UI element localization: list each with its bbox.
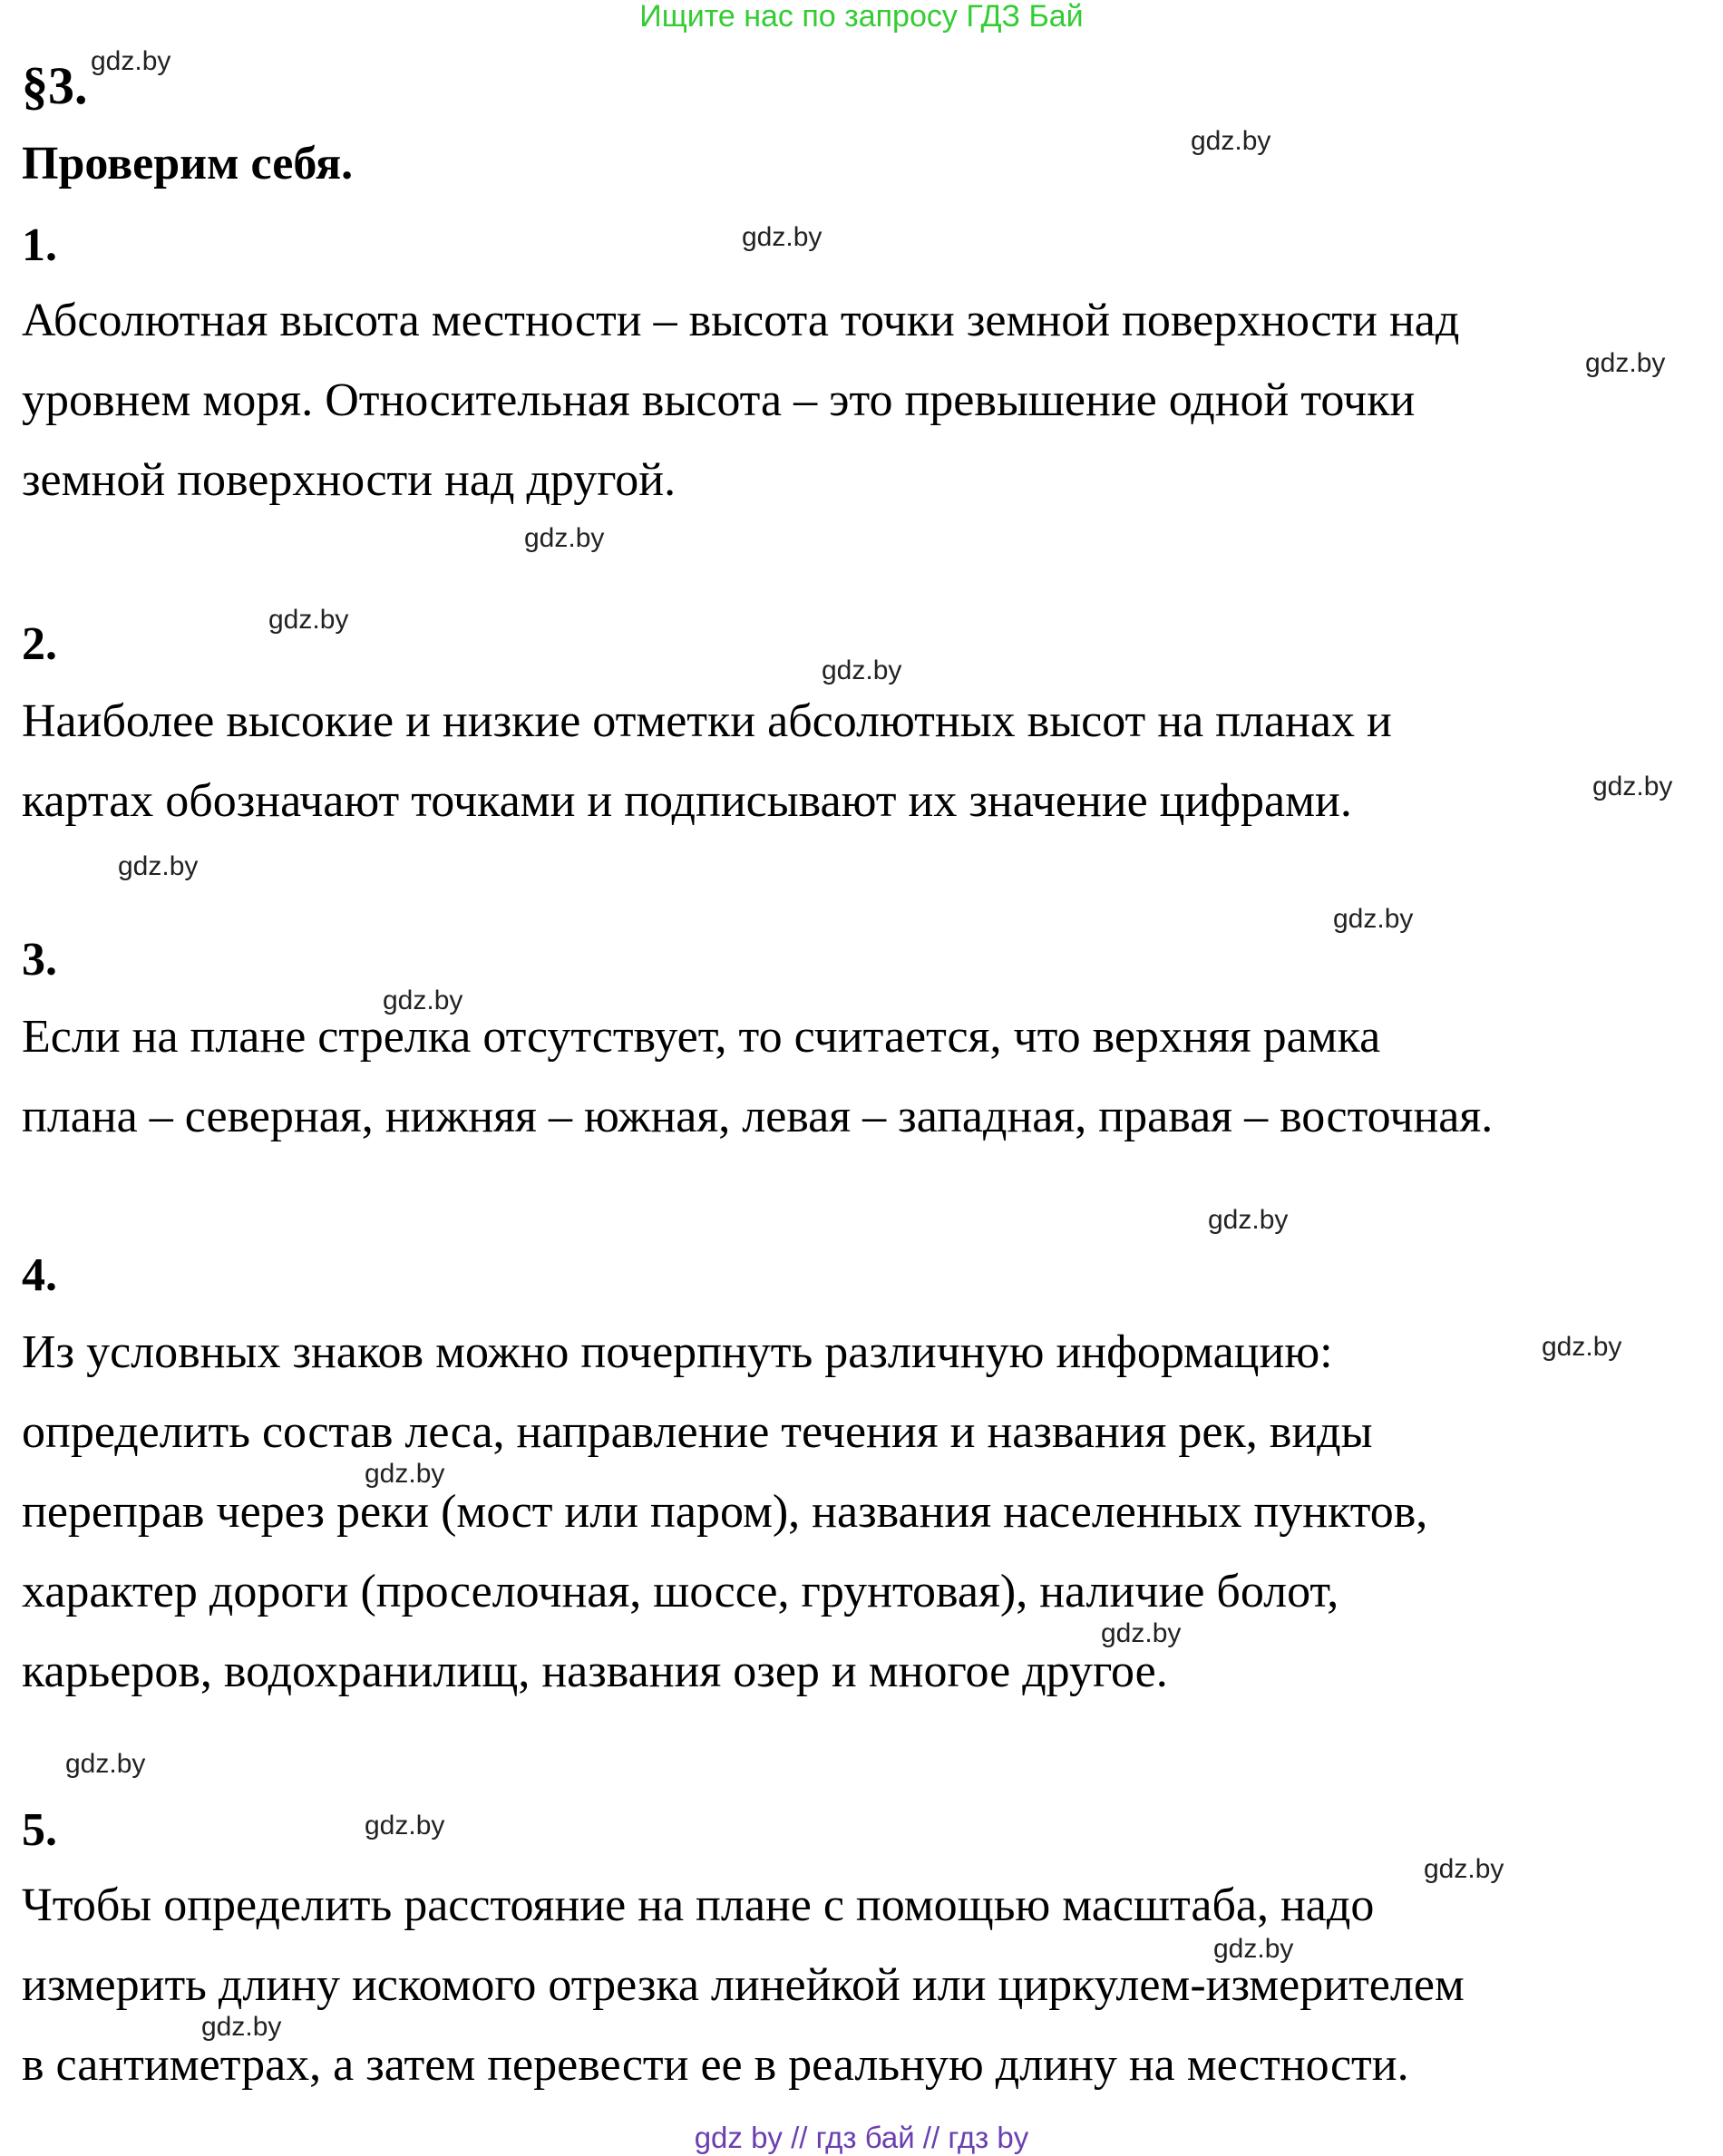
watermark: gdz.by	[1101, 1618, 1182, 1648]
answer-line: измерить длину искомого отрезка линейкой или циркулем-измерителем	[22, 1959, 1465, 2011]
question-4-answer	[22, 1313, 1427, 1712]
section-heading: Проверим себя.	[22, 138, 354, 189]
top-search-banner: Ищите нас по запросу ГДЗ Бай	[639, 0, 1084, 34]
answer-line: карьеров, водохранилищ, названия озер и многое другое.	[22, 1646, 1168, 1697]
question-4-number: 4.	[22, 1249, 57, 1301]
question-2-answer	[22, 682, 1392, 841]
answer-line: в сантиметрах, а затем перевести ее в реальную длину на местности.	[22, 2039, 1409, 2091]
watermark: gdz.by	[268, 605, 349, 635]
answer-line: Наиболее высокие и низкие отметки абсолютных высот на планах и	[22, 695, 1392, 747]
watermark: gdz.by	[524, 523, 605, 553]
watermark: gdz.by	[383, 986, 463, 1015]
watermark: gdz.by	[65, 1749, 146, 1779]
watermark: gdz.by	[365, 1811, 445, 1840]
footer-links: gdz by // гдз бай // гдз by	[694, 2121, 1029, 2154]
watermark: gdz.by	[1213, 1934, 1294, 1964]
answer-line: плана – северная, нижняя – южная, левая – западная, правая – восточная.	[22, 1091, 1494, 1142]
answer-line: определить состав леса, направление течения и названия рек, виды	[22, 1406, 1373, 1458]
watermark: gdz.by	[822, 656, 902, 685]
watermark: gdz.by	[365, 1459, 445, 1489]
answer-line: картах обозначают точками и подписывают их значение цифрами.	[22, 775, 1352, 827]
question-3-number: 3.	[22, 934, 57, 986]
watermark: gdz.by	[91, 46, 171, 76]
watermark: gdz.by	[201, 2012, 282, 2042]
watermark: gdz.by	[1208, 1205, 1289, 1235]
answer-line: уровнем моря. Относительная высота – это превышение одной точки	[22, 374, 1416, 426]
question-5-number: 5.	[22, 1804, 57, 1856]
watermark: gdz.by	[1333, 904, 1414, 934]
watermark: gdz.by	[1542, 1332, 1622, 1362]
question-1-number: 1.	[22, 219, 57, 271]
answer-line: характер дороги (проселочная, шоссе, грунтовая), наличие болот,	[22, 1566, 1339, 1617]
section-number: §3.	[22, 56, 88, 115]
answer-line: переправ через реки (мост или паром), названия населенных пунктов,	[22, 1486, 1428, 1538]
watermark: gdz.by	[1424, 1854, 1504, 1884]
question-1-answer	[22, 281, 1459, 520]
answer-line: Если на плане стрелка отсутствует, то считается, что верхняя рамка	[22, 1011, 1381, 1063]
watermark: gdz.by	[742, 222, 823, 252]
answer-line: Абсолютная высота местности – высота точки земной поверхности над	[22, 295, 1460, 346]
watermark: gdz.by	[1585, 348, 1666, 378]
question-5-answer	[22, 1866, 1465, 2105]
answer-line: Чтобы определить расстояние на плане с помощью масштаба, надо	[22, 1879, 1375, 1931]
question-3-answer	[22, 997, 1493, 1157]
answer-line: Из условных знаков можно почерпнуть различную информацию:	[22, 1326, 1333, 1378]
watermark: gdz.by	[1592, 772, 1673, 801]
question-2-number: 2.	[22, 618, 57, 670]
answer-line: земной поверхности над другой.	[22, 454, 677, 506]
watermark: gdz.by	[1191, 126, 1271, 156]
watermark: gdz.by	[118, 851, 199, 881]
